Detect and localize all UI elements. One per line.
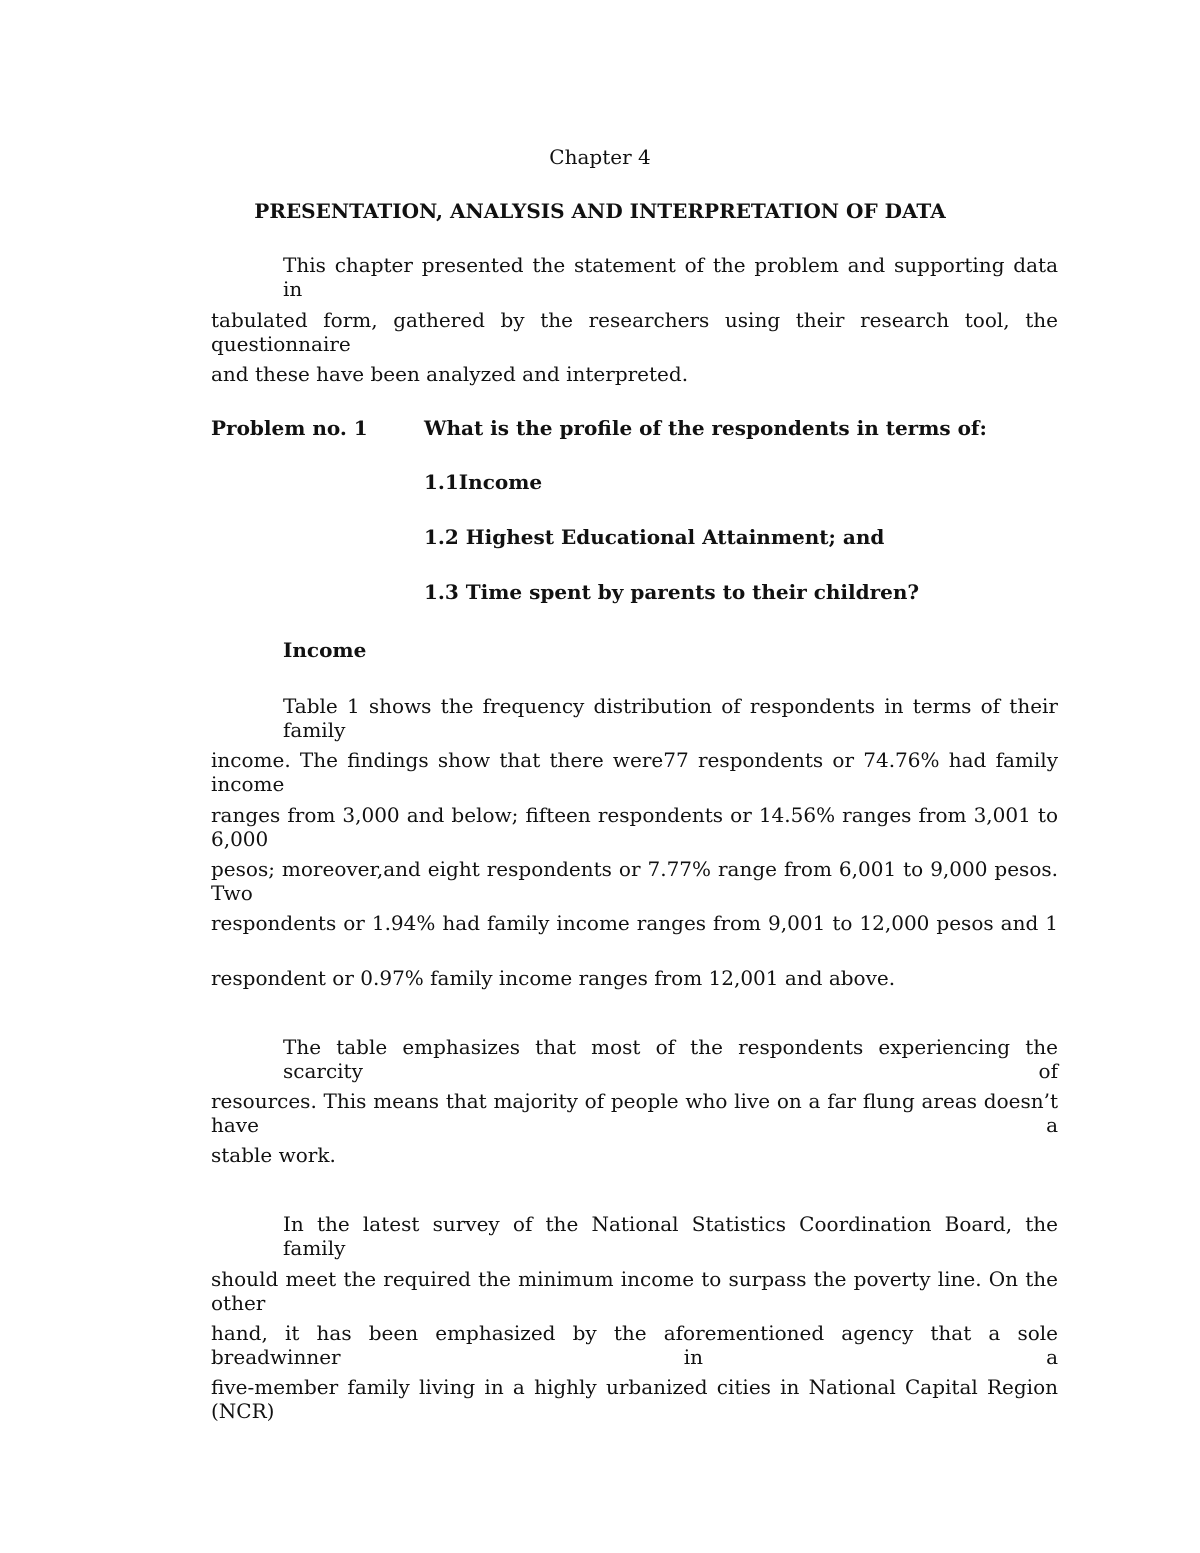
intro-line: tabulated form, gathered by the researchers using their research tool, the questionnaire xyxy=(211,308,1058,356)
paragraph-line: respondent or 0.97% family income ranges from 12,001 and above. xyxy=(211,966,896,990)
paragraph-line: hand, it has been emphasized by the aforementioned agency that a sole breadwinner in a xyxy=(211,1321,1058,1369)
problem-question: What is the profile of the respondents in terms of: xyxy=(424,416,987,440)
paragraph-line: resources. This means that majority of people who live on a far flung areas doesn’t have a xyxy=(211,1089,1058,1137)
problem-item: 1.1Income xyxy=(424,470,543,494)
chapter-label: Chapter 4 xyxy=(549,145,651,169)
problem-item: 1.3 Time spent by parents to their children? xyxy=(424,580,920,604)
problem-label: Problem no. 1 xyxy=(211,416,368,440)
paragraph-line: Table 1 shows the frequency distribution of respondents in terms of their family xyxy=(283,694,1058,742)
intro-line: This chapter presented the statement of the problem and supporting data in xyxy=(283,253,1058,301)
paragraph-line: The table emphasizes that most of the respondents experiencing the scarcity of xyxy=(283,1035,1058,1083)
paragraph-line: pesos; moreover,and eight respondents or 7.77% range from 6,001 to 9,000 pesos. Two xyxy=(211,857,1058,905)
paragraph-line: stable work. xyxy=(211,1143,336,1167)
paragraph-line: should meet the required the minimum income to surpass the poverty line. On the other xyxy=(211,1267,1058,1315)
paragraph-line: income. The findings show that there were77 respondents or 74.76% had family income xyxy=(211,748,1058,796)
paragraph-line: ranges from 3,000 and below; fifteen respondents or 14.56% ranges from 3,001 to 6,000 xyxy=(211,803,1058,851)
paragraph-line: In the latest survey of the National Statistics Coordination Board, the family xyxy=(283,1212,1058,1260)
chapter-title: PRESENTATION, ANALYSIS AND INTERPRETATION OF DATA xyxy=(254,199,946,223)
paragraph-line: five-member family living in a highly urbanized cities in National Capital Region (NCR) xyxy=(211,1375,1058,1423)
problem-item: 1.2 Highest Educational Attainment; and xyxy=(424,525,885,549)
intro-line: and these have been analyzed and interpreted. xyxy=(211,362,689,386)
section-heading: Income xyxy=(283,638,367,662)
paragraph-line: respondents or 1.94% had family income ranges from 9,001 to 12,000 pesos and 1 xyxy=(211,911,1058,935)
